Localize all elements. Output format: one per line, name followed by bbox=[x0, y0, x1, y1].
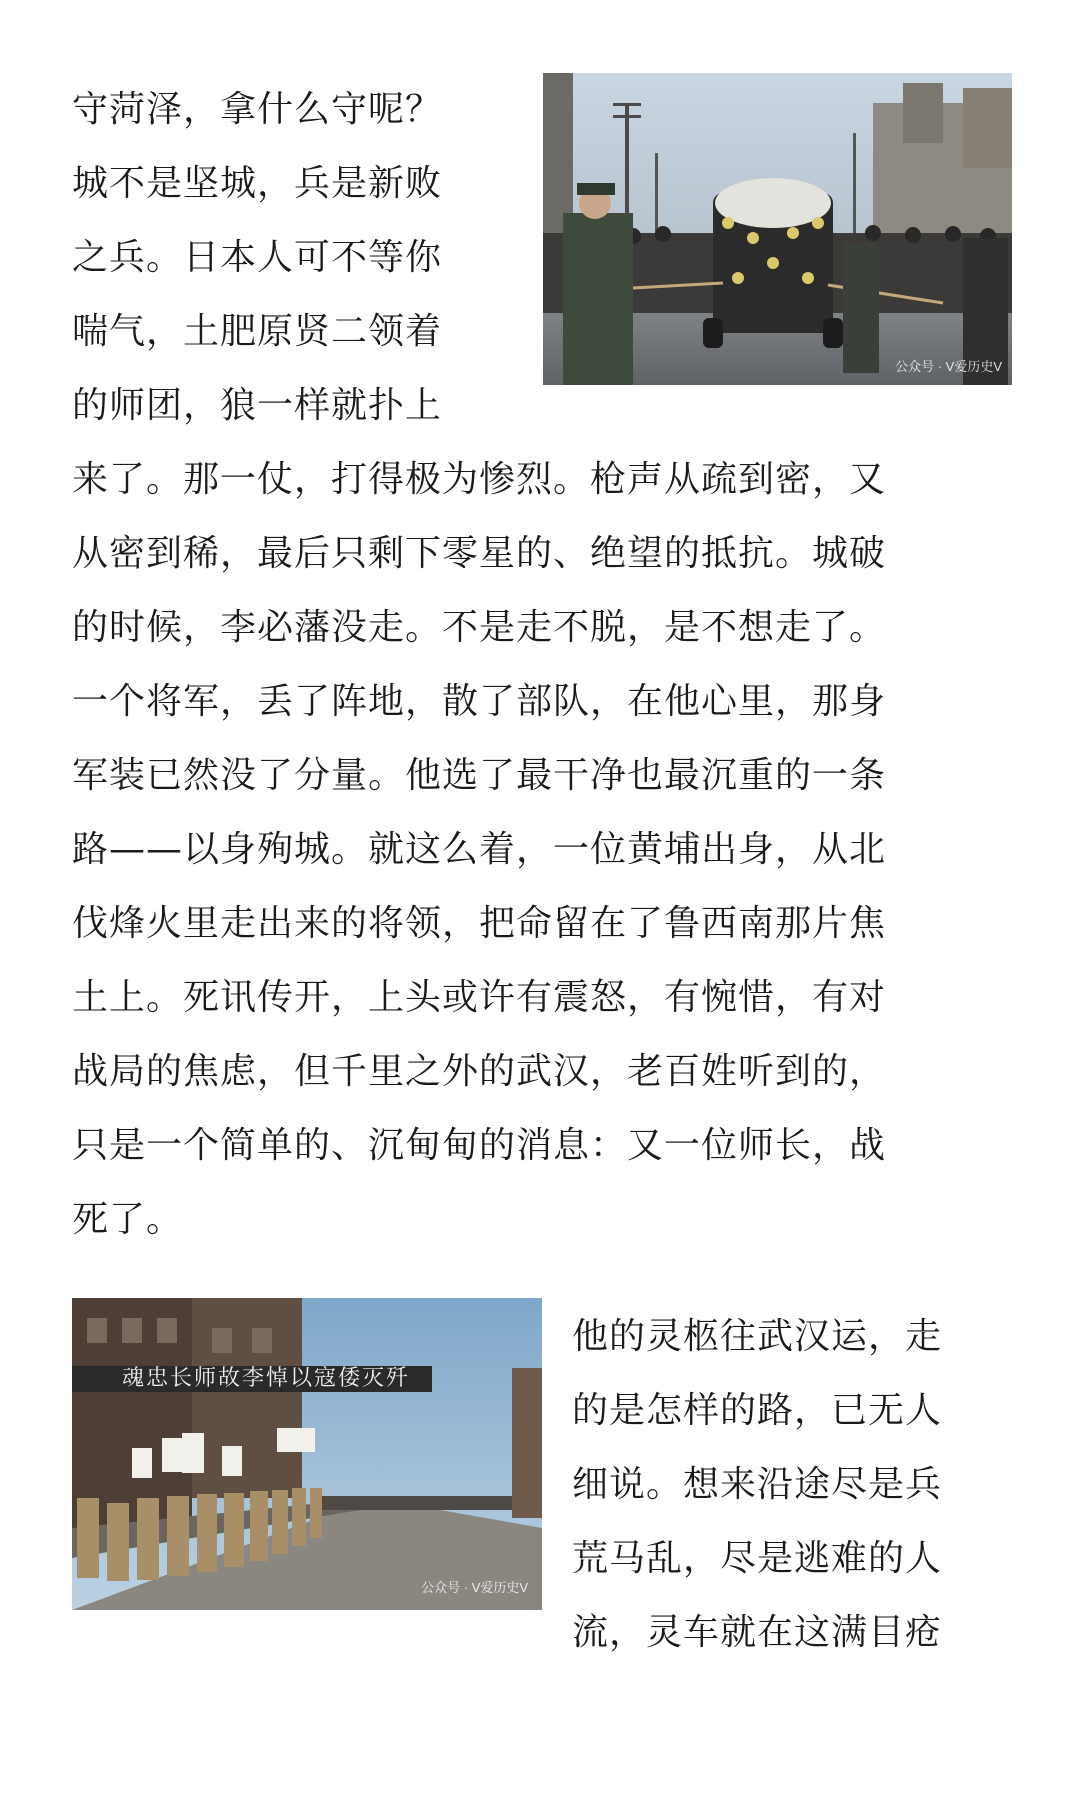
photo1-watermark: 公众号 · V爱历史V bbox=[895, 359, 1002, 374]
paragraph-1-continued-text: 来了。那一仗，打得极为惨烈。枪声从疏到密，又 从密到稀，最后只剩下零星的、绝望的抵抗。城破 的时候，李必藩没走。不是走不脱，是不想走了。 一个将军，丢了阵地，散了部队，在他心里，那身 军装已然没了分量。他选了最干净也最沉重的一条 路——以身殉城。就这么着，一位黄埔出身，从北 伐烽火里走出来的将领，把命留在了鲁西南那片焦 土上。死讯传开，上头或许有震怒，有惋惜，有对 战局的焦虑，但千里之外的武汉，老百姓听到的， 只是一个简单的、沉甸甸的消息：又一位师长，战 死了。 bbox=[72, 459, 887, 1240]
funeral-procession-photo bbox=[543, 73, 1012, 385]
photo2-watermark: 公众号 · V爱历史V bbox=[421, 1580, 528, 1595]
paragraph-2-text: 他的灵柩往武汉运，走 的是怎样的路，已无人 细说。想来沿途尽是兵 荒马乱，尽是逃难的人 流，灵车就在这满目疮 bbox=[572, 1316, 943, 1653]
photo2-banner-slogan: 魂忠长师故李悼以寇倭灭歼 bbox=[122, 1366, 411, 1391]
paragraph-1-wrapped-text: 守菏泽，拿什么守呢？ 城不是坚城，兵是新败 之兵。日本人可不等你 喘气，土肥原贤二领着 的师团，狼一样就扑上 bbox=[72, 89, 443, 426]
memorial-march-photo bbox=[72, 1298, 542, 1610]
